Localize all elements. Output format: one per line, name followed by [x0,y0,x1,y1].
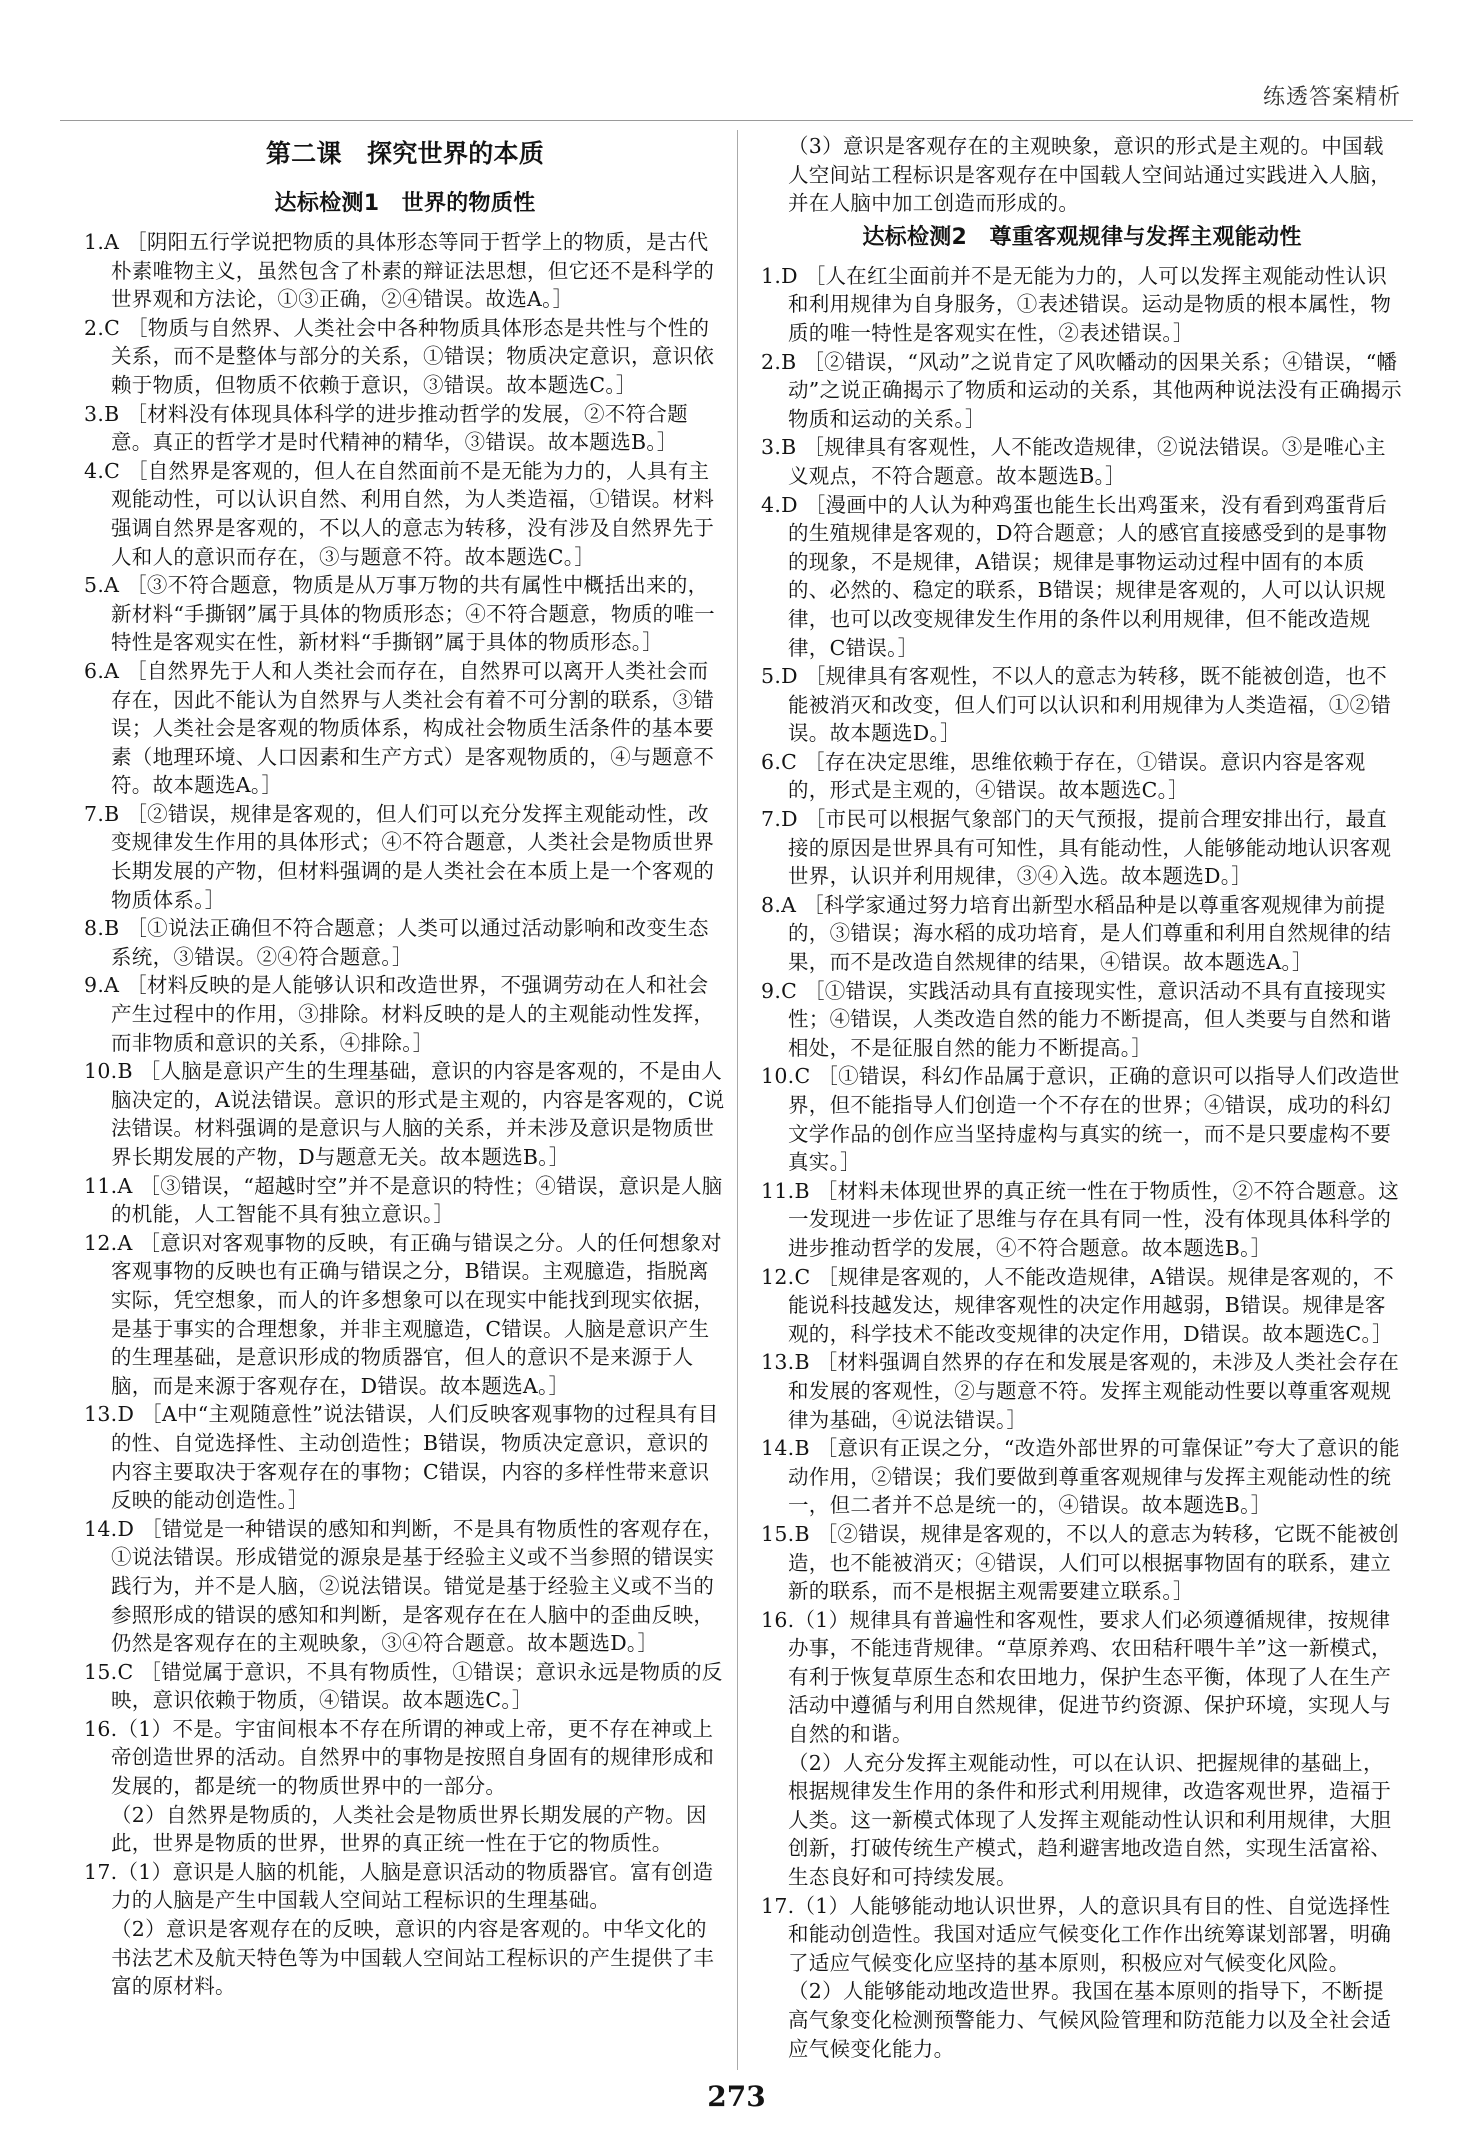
answer-subitem: （2）人能够能动地改造世界。我国在基本原则的指导下，不断提高气象变化检测预警能力、气候风险管理和防范能力以及全社会适应气候变化能力。 [788,1979,1392,2061]
answer-subitem: （2）意识是客观存在的反映，意识的内容是客观的。中华文化的书法艺术及航天特色等为中国载人空间站工程标识的产生提供了丰富的原材料。 [111,1917,715,1999]
answer-item-q17: 17.（1）意识是人脑的机能，人脑是意识活动的物质器官。富有创造力的人脑是产生中国载人空间站工程标识的生理基础。 [84,1859,714,1913]
answer-subitem: （2）自然界是物质的，人类社会是物质世界长期发展的产物。因此，世界是物质的世界，世界的真正统一性在于它的物质性。 [111,1802,707,1856]
answer-item: 2.B ［②错误，“风动”之说肯定了风吹幡动的因果关系；④错误，“幡动”之说正确揭示了物质和运动的关系，其他两种说法没有正确揭示物质和运动的关系。］ [761,349,1402,431]
answer-item: 3.B ［材料没有体现具体科学的进步推动哲学的发展，②不符合题意。真正的哲学才是时代精神的精华，③错误。故本题选B。］ [84,401,688,455]
answer-item: 14.B ［意识有正误之分，“改造外部世界的可靠保证”夸大了意识的能动作用，②错误；我们要做到尊重客观规律与发挥主观能动性的统一，但二者并不总是统一的，④错误。故本题选B。］ [761,1436,1400,1518]
answer-item: 15.C ［错觉属于意识，不具有物质性，①错误；意识永远是物质的反映，意识依赖于物质，④错误。故本题选C。］ [84,1659,723,1713]
answer-item: 12.A ［意识对客观事物的反映，有正确与错误之分。人的任何想象对客观事物的反映也有正确与错误之分，B错误。主观臆造，指脱离实际，凭空想象，而人的许多想象可以在现实中能找到现实依据，是基于事实的合理想象，并非主观臆造，C错误。人脑是意识产生的生理基础，是意识形成的物质器官，但人的意识不是来源于人脑，而是来源于客观存在，D错误。故本题选A。］ [84,1230,722,1398]
answer-item: 7.B ［②错误，规律是客观的，但人们可以充分发挥主观能动性，改变规律发生作用的具体形式；④不符合题意，人类社会是物质世界长期发展的产物，但材料强调的是人类社会在本质上是一个客观的物质体系。］ [84,801,715,912]
answer-item: 9.A ［材料反映的是人能够认识和改造世界，不强调劳动在人和社会产生过程中的作用，③排除。材料反映的是人的主观能动性发挥，而非物质和意识的关系，④排除。］ [84,973,715,1055]
answer-item-q16: 16.（1）规律具有普遍性和客观性，要求人们必须遵循规律，按规律办事，不能违背规律。“草原养鸡、农田秸秆喂牛羊”这一新模式，有利于恢复草原生态和农田地力，保护生态平衡，体现了人在生产活动中遵循与利用自然规律，促进节约资源、保护环境，实现人与自然的和谐。 [761,1607,1392,1747]
answer-item-q16: 16.（1）不是。宇宙间根本不存在所谓的神或上帝，更不存在神或上帝创造世界的活动。自然界中的事物是按照自身固有的规律形成和发展的，都是统一的物质世界中的一部分。 [84,1716,715,1799]
answer-item: 1.D ［人在红尘面前并不是无能为力的，人可以发挥主观能动性认识和利用规律为自身服务，①表述错误。运动是物质的根本属性，物质的唯一特性是客观实在性，②表述错误。］ [761,263,1392,345]
answer-item: 8.B ［①说法正确但不符合题意；人类可以通过活动影响和改变生态系统，③错误。②④符合题意。］ [84,916,709,969]
answer-item: 10.C ［①错误，科幻作品属于意识，正确的意识可以指导人们改造世界，但不能指导人们创造一个不存在的世界；④错误，成功的科幻文学作品的创作应当坚持虚构与真实的统一，而不是只要虚构不要真实。］ [761,1064,1400,1175]
header-label: 练透答案精析 [1262,85,1401,110]
answer-item: 12.C ［规律是客观的，人不能改造规律，A错误。规律是客观的，不能说科技越发达，规律客观性的决定作用越弱，B错误。规律是客观的，科学技术不能改变规律的决定作用，D错误。故本题选C。］ [761,1264,1395,1346]
page-number: 273 [707,2080,766,2113]
right-column [761,132,1403,2063]
answer-item: 1.A ［阴阳五行学说把物质的具体形态等同于哲学上的物质，是古代朴素唯物主义，虽然包含了朴素的辩证法思想，但它还不是科学的世界观和方法论，①③正确，②④错误。故选A。］ [84,230,715,312]
column-divider [737,130,738,2070]
answer-item: 5.D ［规律具有客观性，不以人的意志为转移，既不能被创造，也不能被消灭和改变，但人们可以认识和利用规律为人类造福，①②错误。故本题选D。］ [761,664,1392,746]
answer-item: 2.C ［物质与自然界、人类社会中各种物质具体形态是共性与个性的关系，而不是整体与部分的关系，①错误；物质决定意识，意识依赖于物质，但物质不依赖于意识，③错误。故本题选C。］ [84,315,715,397]
left-column [84,132,726,2001]
answer-item: 6.A ［自然界先于人和人类社会而存在，自然界可以离开人类社会而存在，因此不能认为自然界与人类社会有着不可分割的联系，③错误；人类社会是客观的物质体系，构成社会物质生活条件的基本要素（地理环境、人口因素和生产方式）是客观物质的，④与题意不符。故本题选A。］ [84,658,715,798]
answer-item: 13.D ［A中“主观随意性”说法错误，人们反映客观事物的过程具有目的性、自觉选择性、主动创造性；B错误，物质决定意识，意识的内容主要取决于客观存在的事物；C错误，内容的多样性带来意识反映的能动创造性。］ [84,1402,719,1513]
lesson-title: 第二课 探究世界的本质 [265,139,545,168]
answer-subitem: （3）意识是客观存在的主观映象，意识的形式是主观的。中国载人空间站工程标识是客观存在中国载人空间站通过实践进入人脑，并在人脑中加工创造而形成的。 [788,134,1392,216]
answer-item: 13.B ［材料强调自然界的存在和发展是客观的，未涉及人类社会存在和发展的客观性，②与题意不符。发挥主观能动性要以尊重客观规律为基础，④说法错误。］ [761,1350,1400,1432]
answer-item: 10.B ［人脑是意识产生的生理基础，意识的内容是客观的，不是由人脑决定的，A说法错误。意识的形式是主观的，内容是客观的，C说法错误。材料强调的是意识与人脑的关系，并未涉及意识是物质世界长期发展的产物，D与题意无关。故本题选B。］ [84,1059,725,1169]
answer-item: 9.C ［①错误，实践活动具有直接现实性，意识活动不具有直接现实性；④错误，人类改造自然的能力不断提高，但人类要与自然和谐相处，不是征服自然的能力不断提高。］ [761,978,1392,1060]
answer-item: 6.C ［存在决定思维，思维依赖于存在，①错误。意识内容是客观的，形式是主观的，④错误。故本题选C。］ [761,749,1366,803]
header-rule [60,120,1413,121]
answer-item: 5.A ［③不符合题意，物质是从万事万物的共有属性中概括出来的，新材料“手撕钢”属于具体的物质形态；④不符合题意，物质的唯一特性是客观实在性，新材料“手撕钢”属于具体的物质形态。］ [84,573,715,655]
section-title-2: 达标检测2 尊重客观规律与发挥主观能动性 [862,224,1302,250]
answer-item: 8.A ［科学家通过努力培育出新型水稻品种是以尊重客观规律为前提的，③错误；海水稻的成功培育，是人们尊重和利用自然规律的结果，而不是改造自然规律的结果，④错误。故本题选A。］ [761,892,1392,975]
answer-item-q17: 17.（1）人能够能动地认识世界，人的意识具有目的性、自觉选择性和能动创造性。我国对适应气候变化工作作出统筹谋划部署，明确了适应气候变化应坚持的基本原则，积极应对气候变化风险。 [761,1893,1392,1975]
answer-item: 11.A ［③错误，“超越时空”并不是意识的特性；④错误，意识是人脑的机能，人工智能不具有独立意识。］ [84,1173,723,1227]
answer-item: 4.C ［自然界是客观的，但人在自然面前不是无能为力的，人具有主观能动性，可以认识自然、利用自然，为人类造福，①错误。材料强调自然界是客观的，不以人的意志为转移，没有涉及自然界先于人和人的意识而存在，③与题意不符。故本题选C。］ [84,458,715,569]
answer-item: 3.B ［规律具有客观性，人不能改造规律，②说法错误。③是唯心主义观点，不符合题意。故本题选B。］ [761,435,1386,488]
answer-item: 4.D ［漫画中的人认为种鸡蛋也能生长出鸡蛋来，没有看到鸡蛋背后的生殖规律是客观的，D符合题意；人的感官直接感受到的是事物的现象，不是规律，A错误；规律是事物运动过程中固有的本质的、必然的、稳定的联系，B错误；规律是客观的，人可以认识规律，也可以改变规律发生作用的条件以利用规律，但不能改造规律，C错误。］ [761,492,1388,660]
answer-item: 7.D ［市民可以根据气象部门的天气预报，提前合理安排出行，最直接的原因是世界具有可知性，具有能动性，人能够能动地认识客观世界，认识并利用规律，③④入选。故本题选D。］ [761,807,1392,889]
answer-item: 11.B ［材料未体现世界的真正统一性在于物质性，②不符合题意。这一发现进一步佐证了思维与存在具有同一性，没有体现具体科学的进步推动哲学的发展，④不符合题意。故本题选B。］ [761,1178,1400,1260]
answer-item: 15.B ［②错误，规律是客观的，不以人的意志为转移，它既不能被创造，也不能被消灭；④错误，人们可以根据事物固有的联系，建立新的联系，而不是根据主观需要建立联系。］ [761,1521,1400,1604]
answer-subitem: （2）人充分发挥主观能动性，可以在认识、把握规律的基础上，根据规律发生作用的条件和形式利用规律，改造客观世界，造福于人类。这一新模式体现了人发挥主观能动性认识和利用规律，大胆创新，打破传统生产模式，趋利避害地改造自然，实现生活富裕、生态良好和可持续发展。 [788,1750,1392,1890]
section-title-1: 达标检测1 世界的物质性 [274,191,536,216]
answer-item: 14.D ［错觉是一种错误的感知和判断，不是具有物质性的客观存在，①说法错误。形成错觉的源泉是基于经验主义或不当参照的错误实践行为，并不是人脑，②说法错误。错觉是基于经验主义或不当的参照形成的错误的感知和判断，是客观存在在人脑中的歪曲反映，仍然是客观存在的主观映象，③④符合题意。故本题选D。］ [84,1516,724,1656]
